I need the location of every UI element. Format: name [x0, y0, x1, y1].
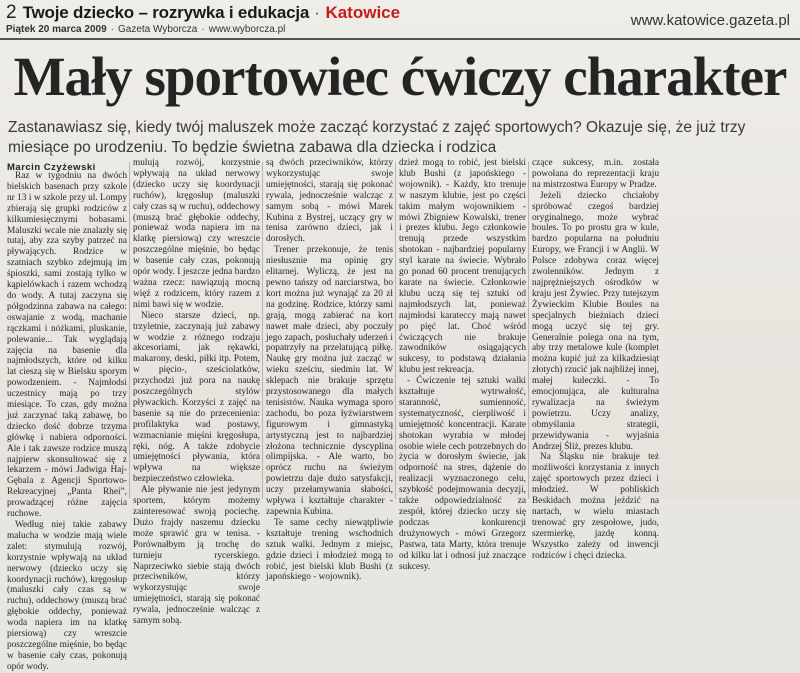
paragraph: są dwóch przeciwników, którzy wykorzystując swoje umiejętności, starają się pokonać rywala, jednocześnie walcząc z samym sobą - mówi Marek Kubina z Bystrej, uczący gry w tenisa zarówno dzieci, jak i dorosłych.: [266, 158, 393, 245]
article-author: Marcin Czyżewski: [7, 162, 96, 173]
page-number: 2: [6, 2, 17, 23]
paragraph: dzież mogą to robić, jest bielski klub Bushi (z japońskiego - wojownik). - Każdy, kto trenuje w naszym klubie, jest po części takim małym wojownikiem - mówi Zbigniew Kowalski, trener i prezes klubu. Jego członkowie trenują przede wszystkim shotokan - najbardziej popularny styl karate na świecie. Wybrało go ponad 60 procent trenujących karate na świecie. Członkowie klubu uczą się tej sztuki od najmłodszych lat, ponieważ najmłodsi karateccy mają nawet po pięć lat. Choć wśród ćwiczących nie brakuje zawodników osiągających sukcesy, to podstawą działania klubu jest rekreacja.: [399, 158, 526, 376]
paragraph: Raz w tygodniu na dwóch bielskich basenach przy szkole nr 13 i w szkole przy ul. Lompy zbierają się grupki rodziców z kilkumiesięcznymi bobasami. Maluszki wcale nie znalazły się tutaj, aby zza szyby patrzeć na pływających. Rodzice w szatniach szybko zdejmują im śpioszki, sami zostają tylko w kąpielówkach i razem wchodzą do wody. A tutaj zaczyna się półgodzinna zabawa na całego: oswajanie z wodą, machanie rączkami i nóżkami, pluskanie, polewanie... Tak wyglądają zajęcia na basenie dla najmłodszych, które od kilku lat cieszą się w Bielsku sporym powodzeniem. - Najmłodsi uczestnicy mają po trzy miesiące. To czas, gdy można już zaczynać taką zabawę, bo dziecko dość dobrze trzyma główkę i nabiera odporności. Ale i tak zawsze rodzice muszą najpierw skonsultować się z lekarzem - mówi Jadwiga Haj-Gębala z Agencji Sportowo-Rekreacyjnej „Panta Rhei”, prowadzącej różne zajęcia ruchowe.: [7, 171, 127, 520]
paragraph: Ale pływanie nie jest jedynym sportem, którym możemy zainteresować swoją pociechę. Dużo frajdy naszemu dziecku może sprawić gra w tenisa. - Porównałbym ją trochę do turnieju rycerskiego. Naprzeciwko siebie stają dwóch przeciwników, którzy wykorzystując swoje umiejętności, starają się pokonać rywala, jednocześnie walcząc z samym sobą.: [133, 485, 260, 627]
section-header: [6, 2, 400, 22]
issue-line: [6, 24, 285, 35]
paragraph: Na Śląsku nie brakuje też możliwości korzystania z innych zajęć sportowych przez dzieci i młodzież. W pobliskich Beskidach można jeździć na nartach, w wielu miastach trenować gry zespołowe, judo, szermierkę, jazdę konną. Wszystko zależy od inwencji rodziców i chęci dziecka.: [532, 452, 659, 561]
regional-url: www.katowice.gazeta.pl: [630, 12, 790, 29]
paragraph: czące sukcesy, m.in. została powołana do reprezentacji kraju na mistrzostwa Europy w Pradze.: [532, 158, 659, 190]
paragraph: Jeżeli dziecko chciałoby spróbować czegoś bardziej oryginalnego, może wybrać boules. To po prostu gra w kule, bardzo popularna na południu Europy, we Francji i w Anglii. W Polsce zdobywa coraz więcej zwolenników. Jednym z najprężniejszych ośrodków w kraju jest Żywiec. Przy tutejszym Żywieckim Klubie Boules na specjalnych bieżniach dzieci mogą uczyć się tej gry. Generalnie polega ona na tym, aby trzy metalowe kule (komplet można kupić już za kilkadziesiąt złotych) rzucić jak najbliżej innej, małej kuleczki. - To emocjonująca, ale kulturalna rywalizacja na świeżym powietrzu. Uczy analizy, obmyślania strategii, przewidywania - wyjaśnia Andrzej Śliż, prezes klubu.: [532, 190, 659, 452]
newspaper-site: www.wyborcza.pl: [208, 24, 286, 35]
paragraph: mulują rozwój, korzystnie wpływają na układ nerwowy (dziecko uczy się koordynacji ruchów), kręgosłup (maluszki cały czas są w ruchu), oddechowy (muszą brać głębokie oddechy, ponieważ woda napiera im na klatkę piersiową) czy wreszcie poszczególne mięśnie, bo będąc w basenie cały czas, pokonują opór wody. I jeszcze jedna bardzo ważna rzecz: nawiązują mocną więź z rodzicem, który razem z nimi bawi się w wodzie.: [133, 158, 261, 310]
paragraph: Według niej takie zabawy malucha w wodzie mają wiele zalet: stymulują rozwój, korzystnie wpływają na układ nerwowy (dziecko uczy się koordynacji ruchów), kręgosłup (maluszki cały czas są w ruchu), oddechowy (muszą brać głębokie oddechy, ponieważ woda napiera im na klatkę piersiową) czy wreszcie poszczególne mięśnie, bo będąc w basenie cały czas, pokonują opór wody.: [7, 520, 127, 672]
paragraph: Nieco starsze dzieci, np. trzyletnie, zaczynają już zabawy w wodzie z różnego rodzaju akcesoriami, jak rękawki, makarony, deski, piłki itp. Potem, w pięcio-, sześciolatków, przychodzi już pora na naukę poszczególnych stylów pływackich. Korzyści z zajęć na basenie są nie do przecenienia: profilaktyka wad postawy, wzmacnianie mięśni kręgosłupa, ręki, nóg. A także zdobycie umiejętności pływania, która wpływa na większe bezpieczeństwo człowieka.: [133, 310, 260, 485]
issue-separator-2: ·: [201, 24, 205, 35]
paragraph: - Ćwiczenie tej sztuki walki kształtuje wytrwałość, staranność, sumienność, systematyczność, cierpliwość i umiejętność koncentracji. Karate shotokan wyrabia w młodej osobie wiele cech potrzebnych do życia w dorosłym świecie, jak odporność na stres, dążenie do realizacji wyznaczonego celu, szybkość podejmowania decyzji, także odpowiedzialność za zespół, której dziecko uczy się podczas konkurencji drużynowych - mówi Grzegorz Pastwa, tata Marty, która trenuje od kilku lat i odnosi już znaczące sukcesy.: [399, 376, 526, 572]
issue-date: Piątek 20 marca 2009: [6, 24, 107, 35]
column-divider: [262, 162, 263, 499]
header-rule: [0, 38, 800, 40]
newspaper-name: Gazeta Wyborcza: [117, 24, 198, 35]
article-headline: Mały sportowiec ćwiczy charakter: [13, 46, 787, 107]
paragraph: Trener przekonuje, że tenis niesłusznie ma opinię gry elitarnej. Wyliczą, że jest na pewno tańszy od narciarstwa, bo kort można już wynająć za 20 zł na godzinę. Rodzice, którzy sami grają, mogą zabierać na kort nawet małe dzieci, aby poczuły jego zapach, posłuchały uderzeń i popatrzyły na przelatującą piłkę. Naukę gry można już zacząć w wieku sześciu, siedmiu lat. W sklepach nie brakuje sprzętu przystosowanego dla małych tenisistów. Nauka wymaga sporo zachodu, bo poza łyżwiarstwem figurowym i gimnastyką artystyczną jest to najbardziej złożona technicznie dyscyplina olimpijska. - Ale warto, bo oprócz ruchu na świeżym powietrzu daje dużo satysfakcji, uczy przełamywania słabości, wpływa i kształtuje charakter - zapewnia Kubina.: [266, 245, 393, 517]
column-divider: [395, 162, 396, 499]
column-divider: [129, 162, 130, 499]
issue-separator: ·: [110, 24, 114, 35]
article-column-4: [399, 158, 526, 572]
paragraph: Te same cechy niewątpliwie kształtuje trening wschodnich sztuk walki. Jednym z miejsc, gdzie dzieci i młodzież mogą to robić, jest bielski klub Bushi (z japońskiego - wojownik).: [266, 517, 393, 583]
article-column-1: [7, 171, 127, 672]
city-label: Katowice: [325, 3, 401, 22]
article-column-3: [266, 158, 393, 583]
article-column-2: [133, 158, 261, 627]
header-separator: ·: [315, 6, 320, 21]
column-divider: [528, 162, 529, 499]
page-header: [0, 0, 800, 40]
section-title: Twoje dziecko – rozrywka i edukacja: [22, 3, 310, 22]
article-column-5: [532, 158, 659, 561]
article-lead: Zastanawiasz się, kiedy twój maluszek może zacząć korzystać z zajęć sportowych? Okazuje się, że już trzy miesiące po urodzeniu. To będzie świetna zabawa dla dziecka i rodzica: [8, 119, 746, 156]
